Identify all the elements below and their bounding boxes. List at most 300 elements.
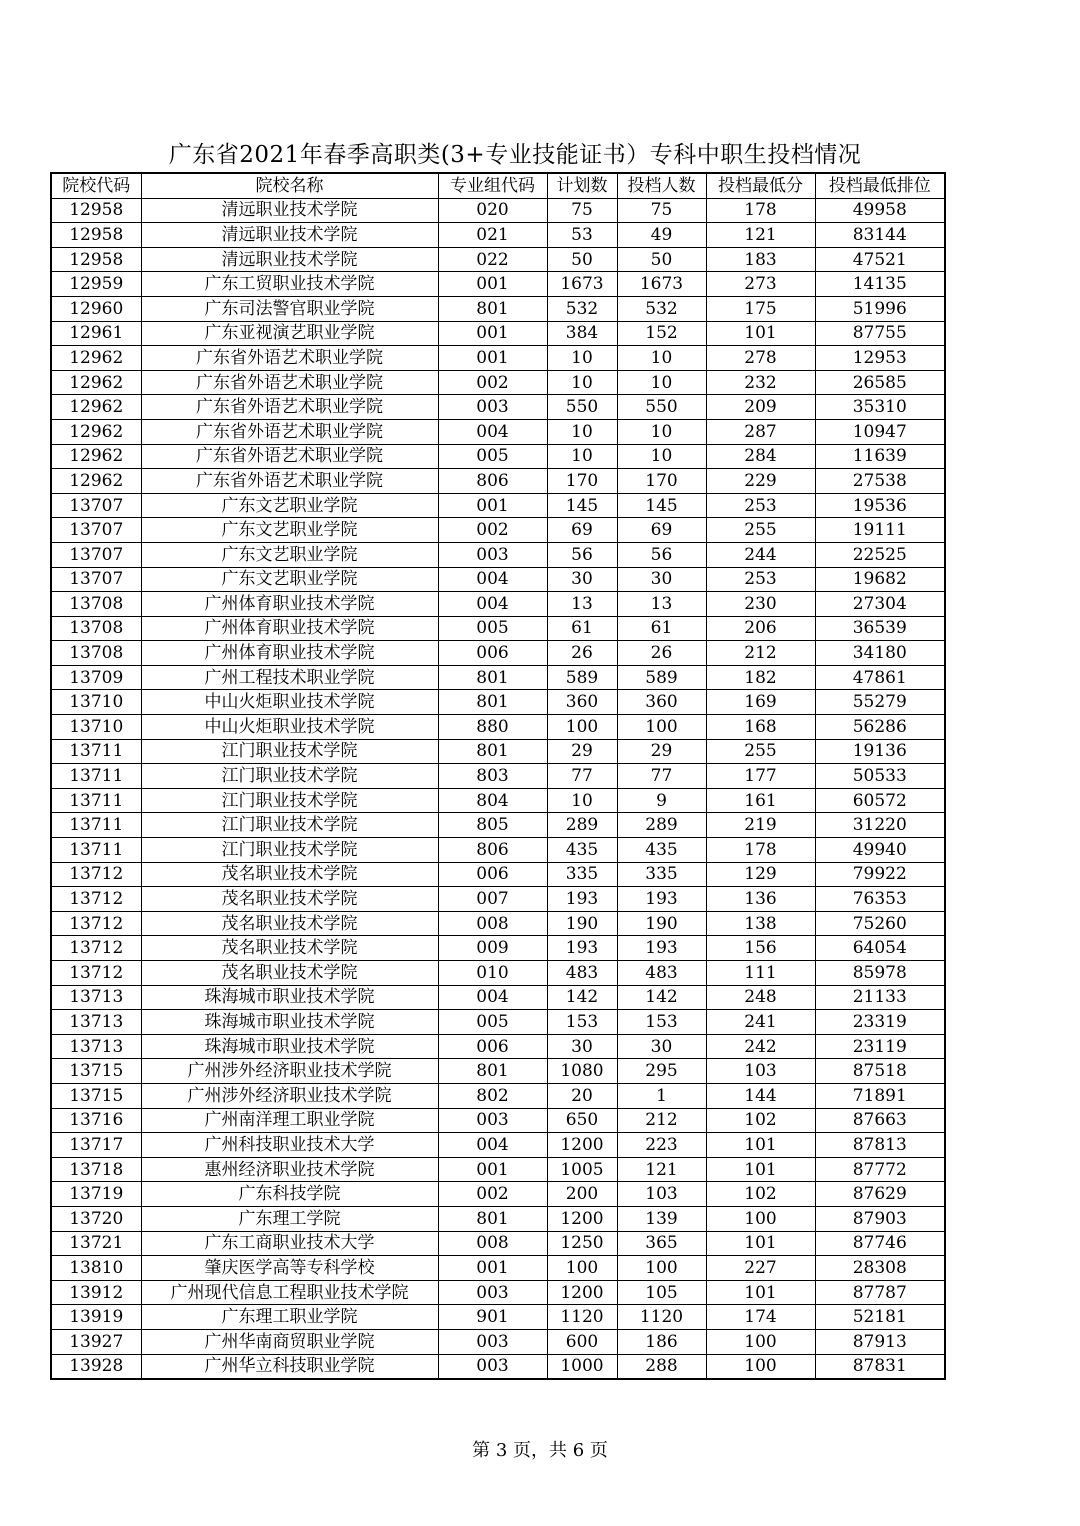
cell-school-code: 12962 (51, 395, 141, 420)
cell-school-code: 12958 (51, 198, 141, 223)
cell-admitted-count: 26 (617, 641, 706, 666)
cell-school-name: 肇庆医学高等专科学校 (141, 1256, 438, 1281)
cell-group-code: 004 (438, 567, 547, 592)
cell-school-name: 广东文艺职业学院 (141, 567, 438, 592)
cell-min-rank: 87787 (815, 1280, 945, 1305)
cell-group-code: 805 (438, 813, 547, 838)
cell-min-score: 175 (706, 296, 815, 321)
cell-school-code: 13712 (51, 961, 141, 986)
cell-plan-count: 435 (547, 838, 617, 863)
table-row (51, 887, 945, 912)
cell-school-name: 广东理工职业学院 (141, 1305, 438, 1330)
cell-min-rank: 52181 (815, 1305, 945, 1330)
cell-admitted-count: 100 (617, 1256, 706, 1281)
cell-admitted-count: 50 (617, 247, 706, 272)
table-row (51, 1133, 945, 1158)
cell-admitted-count: 9 (617, 788, 706, 813)
cell-group-code: 003 (438, 1108, 547, 1133)
cell-min-score: 111 (706, 961, 815, 986)
cell-min-rank: 19682 (815, 567, 945, 592)
cell-min-score: 101 (706, 321, 815, 346)
cell-group-code: 802 (438, 1083, 547, 1108)
cell-school-name: 广东省外语艺术职业学院 (141, 370, 438, 395)
cell-min-rank: 64054 (815, 936, 945, 961)
cell-group-code: 001 (438, 1256, 547, 1281)
cell-school-name: 广州体育职业技术学院 (141, 641, 438, 666)
cell-admitted-count: 550 (617, 395, 706, 420)
cell-admitted-count: 30 (617, 1034, 706, 1059)
cell-min-rank: 12953 (815, 346, 945, 371)
cell-school-code: 12961 (51, 321, 141, 346)
table-row (51, 1157, 945, 1182)
cell-min-rank: 71891 (815, 1083, 945, 1108)
cell-admitted-count: 435 (617, 838, 706, 863)
cell-plan-count: 10 (547, 419, 617, 444)
table-row (51, 813, 945, 838)
cell-school-name: 广州华立科技职业学院 (141, 1354, 438, 1379)
cell-school-code: 13715 (51, 1083, 141, 1108)
cell-admitted-count: 288 (617, 1354, 706, 1379)
cell-school-name: 惠州经济职业技术学院 (141, 1157, 438, 1182)
cell-min-rank: 28308 (815, 1256, 945, 1281)
cell-group-code: 009 (438, 936, 547, 961)
cell-school-name: 广州现代信息工程职业技术学院 (141, 1280, 438, 1305)
cell-school-name: 广东文艺职业学院 (141, 518, 438, 543)
cell-min-rank: 87813 (815, 1133, 945, 1158)
cell-min-score: 253 (706, 493, 815, 518)
cell-group-code: 006 (438, 862, 547, 887)
cell-admitted-count: 170 (617, 469, 706, 494)
cell-min-score: 100 (706, 1329, 815, 1354)
cell-plan-count: 13 (547, 592, 617, 617)
table-row (51, 321, 945, 346)
cell-group-code: 021 (438, 223, 547, 248)
cell-school-name: 清远职业技术学院 (141, 223, 438, 248)
cell-admitted-count: 1120 (617, 1305, 706, 1330)
cell-school-code: 13720 (51, 1206, 141, 1231)
cell-min-score: 255 (706, 518, 815, 543)
header-row (51, 173, 945, 198)
cell-admitted-count: 69 (617, 518, 706, 543)
cell-school-code: 13712 (51, 911, 141, 936)
cell-plan-count: 30 (547, 1034, 617, 1059)
table-row (51, 690, 945, 715)
table-row (51, 739, 945, 764)
cell-min-score: 136 (706, 887, 815, 912)
cell-school-name: 中山火炬职业技术学院 (141, 690, 438, 715)
cell-school-name: 广州南洋理工职业学院 (141, 1108, 438, 1133)
cell-plan-count: 1120 (547, 1305, 617, 1330)
cell-min-rank: 21133 (815, 985, 945, 1010)
cell-school-code: 12962 (51, 370, 141, 395)
table-row (51, 715, 945, 740)
table-row (51, 223, 945, 248)
cell-min-score: 242 (706, 1034, 815, 1059)
cell-school-code: 12958 (51, 223, 141, 248)
cell-admitted-count: 145 (617, 493, 706, 518)
cell-plan-count: 10 (547, 788, 617, 813)
cell-school-code: 13713 (51, 985, 141, 1010)
table-row (51, 985, 945, 1010)
cell-admitted-count: 335 (617, 862, 706, 887)
cell-min-score: 156 (706, 936, 815, 961)
cell-school-name: 广东文艺职业学院 (141, 542, 438, 567)
table-row (51, 1182, 945, 1207)
cell-admitted-count: 1 (617, 1083, 706, 1108)
cell-admitted-count: 100 (617, 715, 706, 740)
cell-min-rank: 85978 (815, 961, 945, 986)
cell-school-name: 江门职业技术学院 (141, 788, 438, 813)
cell-group-code: 004 (438, 592, 547, 617)
cell-min-score: 255 (706, 739, 815, 764)
cell-plan-count: 10 (547, 444, 617, 469)
cell-school-name: 茂名职业技术学院 (141, 936, 438, 961)
cell-group-code: 801 (438, 665, 547, 690)
cell-admitted-count: 105 (617, 1280, 706, 1305)
cell-admitted-count: 152 (617, 321, 706, 346)
cell-plan-count: 1200 (547, 1206, 617, 1231)
cell-min-score: 229 (706, 469, 815, 494)
cell-admitted-count: 289 (617, 813, 706, 838)
cell-plan-count: 1200 (547, 1280, 617, 1305)
cell-school-code: 13718 (51, 1157, 141, 1182)
cell-min-rank: 75260 (815, 911, 945, 936)
table-row (51, 518, 945, 543)
table-row (51, 198, 945, 223)
cell-school-code: 13711 (51, 739, 141, 764)
cell-group-code: 801 (438, 1206, 547, 1231)
cell-min-score: 248 (706, 985, 815, 1010)
cell-min-rank: 36539 (815, 616, 945, 641)
admission-table (50, 172, 946, 1380)
cell-admitted-count: 153 (617, 1010, 706, 1035)
cell-min-score: 206 (706, 616, 815, 641)
cell-min-score: 161 (706, 788, 815, 813)
cell-group-code: 010 (438, 961, 547, 986)
cell-group-code: 020 (438, 198, 547, 223)
cell-admitted-count: 121 (617, 1157, 706, 1182)
cell-group-code: 002 (438, 370, 547, 395)
cell-school-code: 13711 (51, 788, 141, 813)
cell-min-score: 138 (706, 911, 815, 936)
cell-school-name: 江门职业技术学院 (141, 813, 438, 838)
table-row (51, 936, 945, 961)
cell-school-name: 广东省外语艺术职业学院 (141, 419, 438, 444)
cell-plan-count: 335 (547, 862, 617, 887)
cell-admitted-count: 29 (617, 739, 706, 764)
cell-group-code: 008 (438, 1231, 547, 1256)
cell-group-code: 003 (438, 1354, 547, 1379)
cell-min-score: 177 (706, 764, 815, 789)
cell-admitted-count: 49 (617, 223, 706, 248)
cell-min-rank: 50533 (815, 764, 945, 789)
cell-school-code: 13719 (51, 1182, 141, 1207)
cell-plan-count: 193 (547, 936, 617, 961)
cell-min-rank: 23319 (815, 1010, 945, 1035)
cell-school-code: 13708 (51, 592, 141, 617)
cell-group-code: 004 (438, 985, 547, 1010)
table-row (51, 862, 945, 887)
cell-min-rank: 47861 (815, 665, 945, 690)
cell-plan-count: 190 (547, 911, 617, 936)
cell-group-code: 005 (438, 1010, 547, 1035)
cell-school-code: 13712 (51, 887, 141, 912)
cell-min-rank: 87746 (815, 1231, 945, 1256)
cell-min-score: 101 (706, 1157, 815, 1182)
cell-min-rank: 49958 (815, 198, 945, 223)
cell-plan-count: 69 (547, 518, 617, 543)
table-row (51, 911, 945, 936)
cell-admitted-count: 10 (617, 370, 706, 395)
cell-admitted-count: 212 (617, 1108, 706, 1133)
cell-group-code: 003 (438, 1280, 547, 1305)
cell-school-name: 广东省外语艺术职业学院 (141, 469, 438, 494)
cell-min-rank: 87831 (815, 1354, 945, 1379)
cell-school-code: 12959 (51, 272, 141, 297)
table-row (51, 542, 945, 567)
cell-school-name: 广州涉外经济职业技术学院 (141, 1059, 438, 1084)
cell-plan-count: 1005 (547, 1157, 617, 1182)
cell-min-score: 232 (706, 370, 815, 395)
cell-min-rank: 22525 (815, 542, 945, 567)
cell-school-code: 13810 (51, 1256, 141, 1281)
cell-group-code: 003 (438, 542, 547, 567)
cell-min-score: 253 (706, 567, 815, 592)
cell-admitted-count: 56 (617, 542, 706, 567)
cell-school-name: 珠海城市职业技术学院 (141, 1010, 438, 1035)
table-row (51, 247, 945, 272)
table-row (51, 1231, 945, 1256)
cell-school-code: 13708 (51, 641, 141, 666)
cell-school-name: 中山火炬职业技术学院 (141, 715, 438, 740)
cell-min-rank: 31220 (815, 813, 945, 838)
cell-school-name: 广州体育职业技术学院 (141, 616, 438, 641)
table-row (51, 296, 945, 321)
cell-school-code: 13712 (51, 862, 141, 887)
table-row (51, 346, 945, 371)
cell-min-score: 144 (706, 1083, 815, 1108)
cell-min-score: 227 (706, 1256, 815, 1281)
cell-group-code: 005 (438, 616, 547, 641)
cell-plan-count: 360 (547, 690, 617, 715)
cell-admitted-count: 483 (617, 961, 706, 986)
cell-admitted-count: 103 (617, 1182, 706, 1207)
cell-school-code: 13711 (51, 813, 141, 838)
cell-school-name: 广东省外语艺术职业学院 (141, 395, 438, 420)
cell-school-name: 广东文艺职业学院 (141, 493, 438, 518)
cell-min-score: 273 (706, 272, 815, 297)
cell-min-rank: 87755 (815, 321, 945, 346)
cell-plan-count: 29 (547, 739, 617, 764)
table-row (51, 1010, 945, 1035)
cell-admitted-count: 193 (617, 936, 706, 961)
cell-plan-count: 1200 (547, 1133, 617, 1158)
cell-min-score: 101 (706, 1280, 815, 1305)
cell-group-code: 008 (438, 911, 547, 936)
cell-school-name: 茂名职业技术学院 (141, 887, 438, 912)
cell-plan-count: 10 (547, 346, 617, 371)
cell-school-name: 广东省外语艺术职业学院 (141, 346, 438, 371)
cell-admitted-count: 10 (617, 346, 706, 371)
cell-admitted-count: 139 (617, 1206, 706, 1231)
cell-school-code: 13707 (51, 518, 141, 543)
cell-school-code: 13710 (51, 715, 141, 740)
cell-admitted-count: 10 (617, 444, 706, 469)
cell-min-score: 230 (706, 592, 815, 617)
table-row (51, 395, 945, 420)
cell-group-code: 806 (438, 838, 547, 863)
cell-min-score: 182 (706, 665, 815, 690)
cell-min-rank: 79922 (815, 862, 945, 887)
cell-group-code: 005 (438, 444, 547, 469)
table-row (51, 567, 945, 592)
table-row (51, 493, 945, 518)
cell-group-code: 001 (438, 272, 547, 297)
cell-min-score: 284 (706, 444, 815, 469)
cell-plan-count: 50 (547, 247, 617, 272)
cell-school-name: 广州工程技术职业学院 (141, 665, 438, 690)
cell-min-rank: 23119 (815, 1034, 945, 1059)
cell-min-rank: 87772 (815, 1157, 945, 1182)
cell-school-code: 13707 (51, 567, 141, 592)
cell-min-rank: 87518 (815, 1059, 945, 1084)
table-row (51, 616, 945, 641)
cell-min-score: 219 (706, 813, 815, 838)
header-group-code: 专业组代码 (438, 173, 547, 198)
cell-plan-count: 193 (547, 887, 617, 912)
cell-min-rank: 19136 (815, 739, 945, 764)
cell-min-score: 287 (706, 419, 815, 444)
cell-group-code: 901 (438, 1305, 547, 1330)
header-plan-count: 计划数 (547, 173, 617, 198)
table-row (51, 1206, 945, 1231)
cell-admitted-count: 142 (617, 985, 706, 1010)
cell-min-rank: 47521 (815, 247, 945, 272)
cell-school-code: 12962 (51, 419, 141, 444)
cell-school-code: 13710 (51, 690, 141, 715)
cell-min-rank: 51996 (815, 296, 945, 321)
table-body (51, 198, 945, 1379)
table-row (51, 788, 945, 813)
table-row (51, 370, 945, 395)
cell-min-score: 183 (706, 247, 815, 272)
table-row (51, 444, 945, 469)
cell-group-code: 801 (438, 296, 547, 321)
cell-min-score: 103 (706, 1059, 815, 1084)
cell-plan-count: 142 (547, 985, 617, 1010)
cell-group-code: 804 (438, 788, 547, 813)
cell-admitted-count: 365 (617, 1231, 706, 1256)
cell-admitted-count: 186 (617, 1329, 706, 1354)
cell-min-score: 129 (706, 862, 815, 887)
cell-group-code: 007 (438, 887, 547, 912)
cell-min-score: 101 (706, 1231, 815, 1256)
cell-school-code: 13707 (51, 493, 141, 518)
cell-school-code: 12962 (51, 469, 141, 494)
cell-group-code: 004 (438, 419, 547, 444)
cell-school-name: 清远职业技术学院 (141, 247, 438, 272)
cell-admitted-count: 30 (617, 567, 706, 592)
cell-min-rank: 87663 (815, 1108, 945, 1133)
cell-min-rank: 35310 (815, 395, 945, 420)
header-min-score: 投档最低分 (706, 173, 815, 198)
cell-school-code: 12958 (51, 247, 141, 272)
cell-group-code: 006 (438, 641, 547, 666)
cell-min-score: 241 (706, 1010, 815, 1035)
cell-min-rank: 55279 (815, 690, 945, 715)
cell-school-code: 13711 (51, 838, 141, 863)
cell-admitted-count: 223 (617, 1133, 706, 1158)
cell-plan-count: 532 (547, 296, 617, 321)
cell-group-code: 004 (438, 1133, 547, 1158)
table-row (51, 1108, 945, 1133)
page-title: 广东省2021年春季高职类(3+专业技能证书）专科中职生投档情况 (168, 142, 862, 168)
cell-school-code: 12962 (51, 346, 141, 371)
cell-admitted-count: 532 (617, 296, 706, 321)
cell-plan-count: 30 (547, 567, 617, 592)
cell-admitted-count: 10 (617, 419, 706, 444)
cell-min-rank: 76353 (815, 887, 945, 912)
cell-min-score: 244 (706, 542, 815, 567)
cell-plan-count: 100 (547, 715, 617, 740)
cell-admitted-count: 589 (617, 665, 706, 690)
cell-school-code: 13708 (51, 616, 141, 641)
cell-school-code: 13716 (51, 1108, 141, 1133)
cell-min-score: 100 (706, 1206, 815, 1231)
cell-school-code: 13713 (51, 1034, 141, 1059)
cell-school-name: 茂名职业技术学院 (141, 961, 438, 986)
cell-min-rank: 14135 (815, 272, 945, 297)
cell-plan-count: 1000 (547, 1354, 617, 1379)
cell-group-code: 002 (438, 518, 547, 543)
cell-min-rank: 87629 (815, 1182, 945, 1207)
cell-min-rank: 10947 (815, 419, 945, 444)
cell-school-code: 13715 (51, 1059, 141, 1084)
cell-min-rank: 11639 (815, 444, 945, 469)
cell-school-name: 江门职业技术学院 (141, 739, 438, 764)
table-row (51, 665, 945, 690)
cell-plan-count: 1250 (547, 1231, 617, 1256)
cell-school-name: 广州科技职业技术大学 (141, 1133, 438, 1158)
cell-school-name: 广东省外语艺术职业学院 (141, 444, 438, 469)
cell-group-code: 001 (438, 321, 547, 346)
table-row (51, 838, 945, 863)
cell-school-code: 12962 (51, 444, 141, 469)
table-row (51, 764, 945, 789)
cell-plan-count: 600 (547, 1329, 617, 1354)
cell-plan-count: 100 (547, 1256, 617, 1281)
cell-admitted-count: 13 (617, 592, 706, 617)
cell-min-rank: 19111 (815, 518, 945, 543)
cell-group-code: 801 (438, 690, 547, 715)
cell-admitted-count: 1673 (617, 272, 706, 297)
cell-plan-count: 170 (547, 469, 617, 494)
cell-school-name: 珠海城市职业技术学院 (141, 1034, 438, 1059)
cell-min-rank: 87903 (815, 1206, 945, 1231)
cell-plan-count: 145 (547, 493, 617, 518)
cell-min-score: 212 (706, 641, 815, 666)
cell-group-code: 003 (438, 395, 547, 420)
cell-group-code: 801 (438, 739, 547, 764)
header-school-code: 院校代码 (51, 173, 141, 198)
cell-plan-count: 483 (547, 961, 617, 986)
cell-plan-count: 1673 (547, 272, 617, 297)
cell-school-name: 茂名职业技术学院 (141, 911, 438, 936)
cell-group-code: 003 (438, 1329, 547, 1354)
table-row (51, 1034, 945, 1059)
cell-group-code: 001 (438, 346, 547, 371)
page-footer: 第 3 页，共 6 页 (472, 1440, 608, 1461)
